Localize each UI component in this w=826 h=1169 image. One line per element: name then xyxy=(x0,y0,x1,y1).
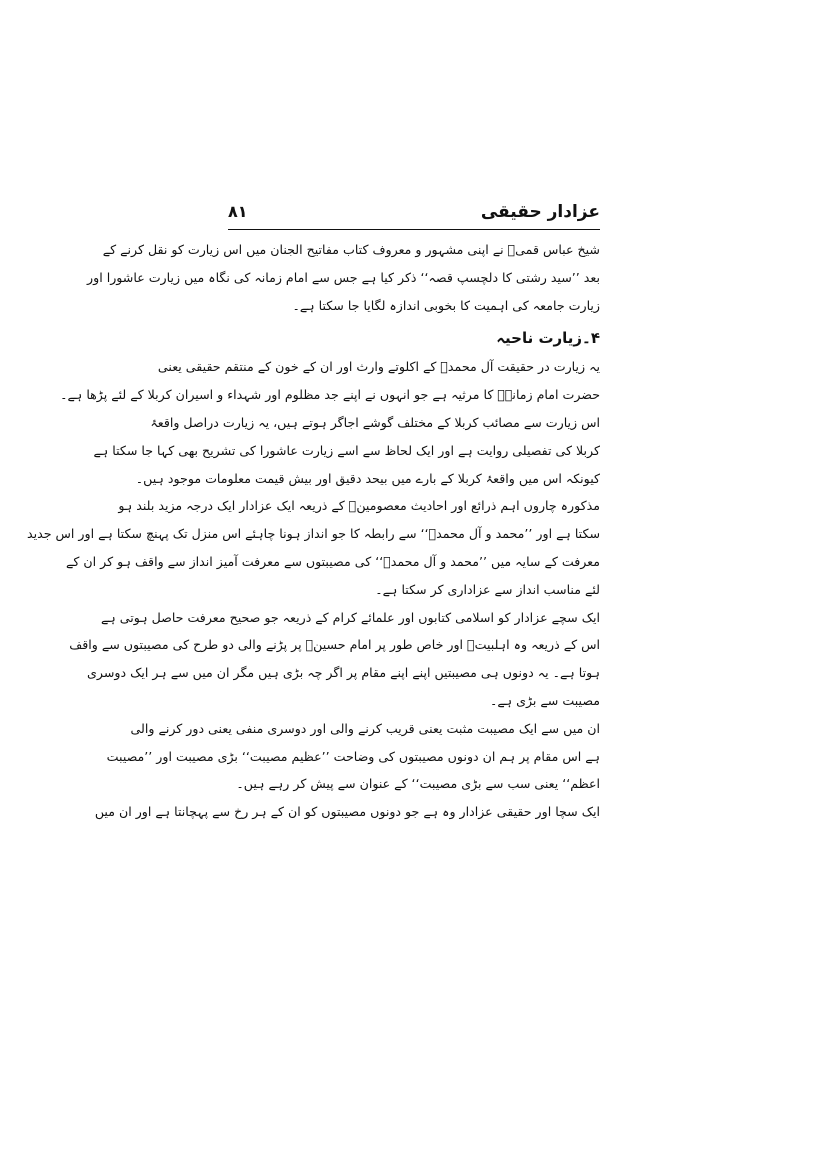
text-line: سکتا ہے اور ’’محمد و آل محمدؐ‘‘ سے رابطہ کا جو انداز ہونا چاہئے اس منزل تک پہنچ سکتا ہے اور اس جدید xyxy=(27,526,600,542)
text-line: شیخ عباس قمیؒ نے اپنی مشہور و معروف کتاب مفاتیح الجنان میں اس زیارت کو نقل کرنے کے xyxy=(102,242,600,257)
text-line: ان میں سے ایک مصیبت مثبت یعنی قریب کرنے والی اور دوسری منفی یعنی دور کرنے والی xyxy=(130,720,600,736)
text-line: مذکورہ چاروں اہم ذرائع اور احادیث معصومینؑ کے ذریعہ ایک عزادار ایک درجہ مزید بلند ہو xyxy=(118,498,600,514)
text-line: اعظم‘‘ یعنی سب سے بڑی مصیبت‘‘ کے عنوان سے پیش کر رہے ہیں۔ xyxy=(236,776,600,792)
section-heading: ۴۔زیارت ناحیہ xyxy=(496,329,600,348)
text-line: حضرت امام زمانہؑ کا مرثیہ ہے جو انہوں نے اپنے جد مظلوم اور شہداء و اسیران کربلا کے لئے پڑھا ہے۔ xyxy=(60,387,600,403)
text-line: ہے اس مقام پر ہم ان دونوں مصیبتوں کی وضاحت ’’عظیم مصیبت‘‘ بڑی مصیبت اور ’’مصیبت xyxy=(106,748,600,764)
running-header xyxy=(228,200,600,230)
text-line: لئے مناسب انداز سے عزاداری کر سکتا ہے۔ xyxy=(375,581,600,597)
text-line: ایک سچا اور حقیقی عزادار وہ ہے جو دونوں مصیبتوں کو ان کے ہر رخ سے پہچانتا ہے اور ان میں xyxy=(94,804,600,820)
body-text xyxy=(27,236,600,826)
text-line: ہوتا ہے۔ یہ دونوں ہی مصیبتیں اپنے اپنے مقام پر اگر چہ بڑی ہیں مگر ان میں سے ہر ایک دوسری xyxy=(87,665,600,681)
running-title: عزادار حقیقی xyxy=(480,202,600,222)
text-line: اس زیارت سے مصائب کربلا کے مختلف گوشے اجاگر ہوتے ہیں، یہ زیارت دراصل واقعۂ xyxy=(150,414,600,430)
page-number: ۸۱ xyxy=(228,202,248,221)
header-rule xyxy=(228,229,600,230)
text-line: یہ زیارت در حقیقت آل محمدؐ کے اکلوتے وارث اور ان کے خون کے منتقم حقیقی یعنی xyxy=(157,359,600,375)
text-line: بعد ’’سید رشتی کا دلچسپ قصہ‘‘ ذکر کیا ہے جس سے امام زمانہ کی نگاہ میں زیارت عاشورا اور xyxy=(87,269,600,285)
text-line: کیونکہ اس میں واقعۂ کربلا کے بارے میں بیحد دقیق اور بیش قیمت معلومات موجود ہیں۔ xyxy=(135,470,600,486)
text-line: اس کے ذریعہ وہ اہلبیتؑ اور خاص طور پر امام حسینؑ پر پڑنے والی دو طرح کی مصیبتوں سے واقف xyxy=(69,637,600,653)
text-line: کربلا کی تفصیلی روایت ہے اور ایک لحاظ سے اسے زیارت عاشورا کی تشریح بھی کہا جا سکتا ہے xyxy=(93,442,600,458)
text-line: ایک سچے عزادار کو اسلامی کتابوں اور علمائے کرام کے ذریعہ جو صحیح معرفت حاصل ہوتی ہے xyxy=(100,609,600,625)
text-line: زیارت جامعہ کی اہمیت کا بخوبی اندازہ لگایا جا سکتا ہے۔ xyxy=(292,297,600,313)
text-line: معرفت کے سایہ میں ’’محمد و آل محمدؐ‘‘ کی مصیبتوں سے معرفت آمیز انداز سے واقف ہو کر ان کے xyxy=(66,553,600,569)
text-line: مصیبت سے بڑی ہے۔ xyxy=(489,692,600,708)
